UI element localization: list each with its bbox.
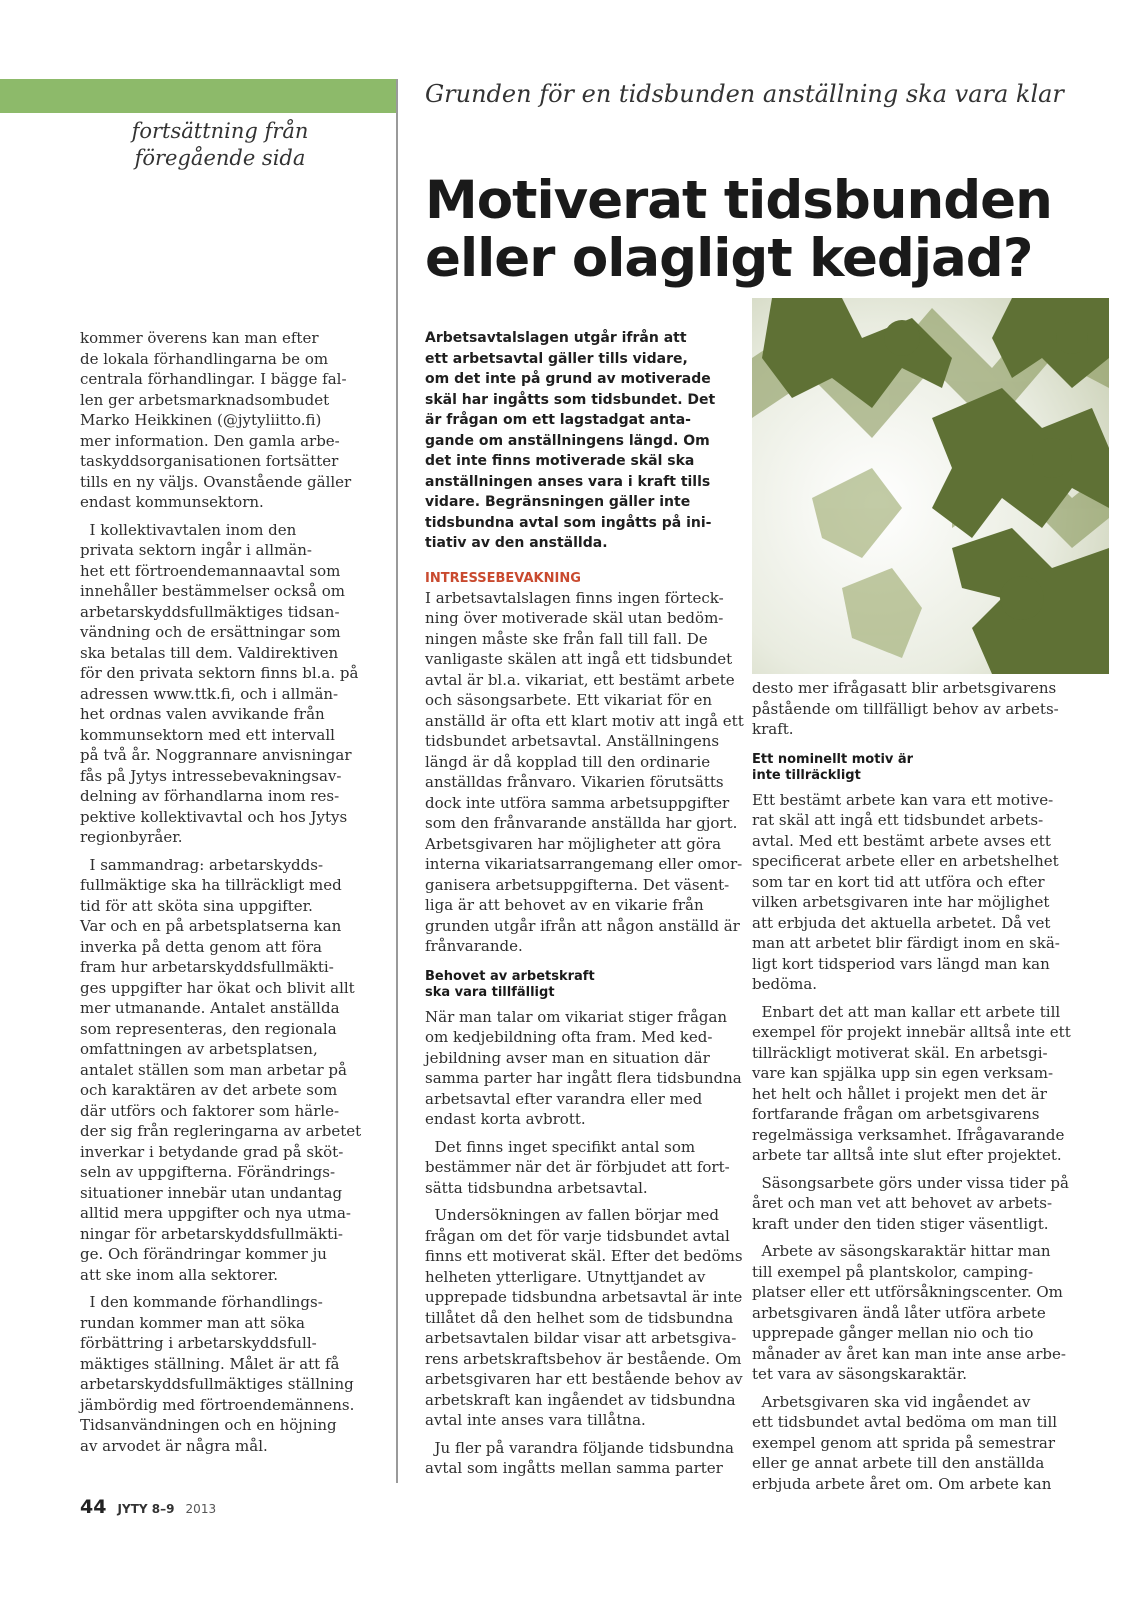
text-line: avtal som ingåtts mellan samma parter: [425, 1459, 723, 1477]
text-line: specificerat arbete eller en arbetshelhet: [752, 852, 1059, 870]
paragraph: [752, 1241, 1066, 1385]
text-line: ning över motiverade skäl utan bedöm-: [425, 609, 724, 627]
paragraph: [752, 1392, 1058, 1495]
paragraph: [752, 678, 1059, 740]
headline-line: Motiverat tidsbunden: [425, 170, 1052, 231]
paragraph: [752, 1173, 1069, 1235]
paper-figures-photo: [752, 298, 1109, 674]
text-line: arbetsgivaren ändå låter utföra arbete: [752, 1303, 1046, 1322]
text-line: situationer innebär utan undantag: [80, 1183, 343, 1202]
text-line: len ger arbetsmarknadsombudet: [80, 390, 330, 409]
text-line: arbetarskyddsfullmäktiges tidsan-: [80, 602, 340, 621]
text-line: fortfarande frågan om arbetsgivarens: [752, 1105, 1040, 1123]
paragraph: [425, 588, 744, 957]
text-line: tills en ny väljs. Ovanstående gäller: [80, 472, 352, 491]
text-line: till exempel på plantskolor, camping-: [752, 1262, 1034, 1281]
paragraph-gap: [752, 995, 1052, 1002]
text-line: upprepade gånger mellan nio och tio: [752, 1324, 1034, 1342]
text-line: antalet ställen som man arbetar på: [80, 1060, 347, 1079]
paragraph: [80, 855, 362, 1286]
text-line: Ett nominellt motiv är: [752, 751, 914, 767]
text-line: delning av förhandlarna inom res-: [80, 787, 340, 805]
text-line: vare kan spjälka upp sin egen verksam-: [752, 1064, 1054, 1082]
text-line: liga är att behovet av en vikarie från: [425, 896, 704, 914]
text-line: som representeras, den regionala: [80, 1019, 337, 1038]
text-line: skäl har ingåtts som tidsbundet. Det: [425, 391, 716, 408]
text-line: avtal är bl.a. vikariat, ett bestämt arbete: [425, 670, 735, 689]
paragraph-gap: [752, 1385, 1052, 1392]
text-line: frånvarande.: [425, 937, 523, 955]
text-line: centrala förhandlingar. I bägge fal-: [80, 370, 347, 388]
text-line: arbete tar alltså inte slut efter projektet.: [752, 1146, 1062, 1164]
text-line: kraft.: [752, 720, 794, 738]
text-line: ska betalas till dem. Valdirektiven: [80, 643, 339, 662]
text-line: fullmäktige ska ha tillräckligt med: [80, 876, 342, 894]
text-line: ligt kort tidsperiod vars längd man kan: [752, 954, 1050, 973]
text-line: Arbetsavtalslagen utgår ifrån att: [425, 330, 687, 346]
text-line: kommer överens kan man efter: [80, 329, 319, 347]
text-line: Ett bestämt arbete kan vara ett motive-: [752, 790, 1054, 809]
text-line: arbetsgivaren har ett bestående behov av: [425, 1370, 743, 1388]
text-line: året och man vet att behovet av arbets-: [752, 1194, 1053, 1212]
text-line: där utförs och faktorer som härle-: [80, 1101, 340, 1120]
text-line: sätta tidsbundna arbetsavtal.: [425, 1178, 648, 1197]
text-line: på två år. Noggrannare anvisningar: [80, 746, 352, 764]
paragraph-group: [425, 1007, 743, 1479]
text-line: När man talar om vikariat stiger frågan: [425, 1007, 728, 1026]
text-line: Arbetsgivaren ska vid ingåendet av: [752, 1392, 1031, 1411]
text-line: om det inte på grund av motiverade: [425, 371, 711, 387]
text-line: omfattningen av arbetsplatsen,: [80, 1040, 318, 1058]
article-headline: [425, 172, 1125, 288]
text-line: bestämmer när det är förbjudet att fort-: [425, 1158, 730, 1176]
text-line: tiativ av den anställda.: [425, 535, 608, 551]
text-line: vanligaste skälen att ingå ett tidsbundet: [425, 650, 733, 668]
text-line: endast korta avbrott.: [425, 1110, 586, 1128]
text-line: samma parter har ingått flera tidsbundna: [425, 1069, 742, 1087]
text-line: inverkar i betydande grad på sköt-: [80, 1142, 344, 1161]
text-line: innehåller bestämmelser också om: [80, 582, 345, 600]
paragraph-gap: [425, 1198, 731, 1205]
text-line: ges uppgifter har ökat och blivit allt: [80, 978, 355, 997]
text-line: för den privata sektorn finns bl.a. på: [80, 664, 359, 682]
continued-line: fortsättning från: [131, 119, 309, 143]
text-line: ge. Och förändringar kommer ju: [80, 1245, 327, 1263]
text-line: bedöma.: [752, 975, 818, 993]
text-line: och karaktären av det arbete som: [80, 1081, 338, 1099]
text-line: seln av uppgifterna. Förändrings-: [80, 1163, 336, 1181]
text-line: vidare. Begränsningen gäller inte: [425, 494, 691, 510]
text-line: fås på Jytys intressebevakningsav-: [80, 766, 342, 785]
text-line: det inte finns motiverade skäl ska: [425, 453, 695, 469]
article-kicker: Grunden för en tidsbunden anställning ska vara klar: [425, 80, 1064, 108]
paper-figures-illustration: [752, 298, 1109, 674]
text-line: längd är då kopplad till den ordinarie: [425, 752, 711, 771]
column-left: [80, 328, 362, 1456]
text-line: gande om anställningens längd. Om: [425, 432, 710, 449]
text-line: att erbjuda det aktuella arbetet. Då vet: [752, 913, 1051, 932]
headline-line: eller olagligt kedjad?: [425, 228, 1033, 289]
text-line: av arvodet är några mål.: [80, 1436, 268, 1455]
text-line: ningar för arbetarskyddsfullmäkti-: [80, 1224, 343, 1243]
paragraph-gap: [80, 848, 348, 855]
text-line: Enbart det att man kallar ett arbete till: [752, 1002, 1061, 1021]
page-number: 44: [80, 1496, 107, 1518]
text-line: regelmässiga verksamhet. Ifrågavarande: [752, 1125, 1065, 1144]
text-line: I sammandrag: arbetarskydds-: [80, 855, 324, 874]
subheading: [425, 969, 731, 1001]
text-line: månader av året kan man inte anse arbe-: [752, 1344, 1066, 1363]
paragraph-gap: [752, 1166, 1052, 1173]
text-line: pektive kollektivavtal och hos Jytys: [80, 807, 348, 826]
text-line: fram hur arbetarskyddsfullmäkti-: [80, 958, 334, 976]
text-line: interna vikariatsarrangemang eller omor-: [425, 855, 743, 873]
text-line: exempel för projekt innebär alltså inte ett: [752, 1023, 1071, 1041]
header-accent-bar: [0, 79, 397, 113]
text-line: grunden utgår ifrån att någon anställd är: [425, 916, 740, 935]
paragraph: [80, 520, 359, 848]
text-line: jebildning avser man en situation där: [425, 1048, 710, 1067]
text-line: Undersökningen av fallen börjar med: [425, 1206, 719, 1224]
text-line: arbetarskyddsfullmäktiges ställning: [80, 1375, 354, 1393]
paragraph-group: [752, 790, 1071, 1495]
text-line: vändning och de ersättningar som: [80, 623, 341, 641]
text-line: kommunsektorn med ett intervall: [80, 725, 335, 744]
text-line: dock inte utföra samma arbetsuppgifter: [425, 793, 730, 812]
text-line: helheten ytterligare. Utnyttjandet av: [425, 1267, 706, 1286]
text-line: het helt och hållet i projekt men det är: [752, 1084, 1047, 1103]
text-line: påstående om tillfälligt behov av arbets-: [752, 699, 1059, 718]
paragraph: [752, 1002, 1071, 1166]
text-line: anställningen anses vara i kraft tills: [425, 473, 711, 490]
text-line: erbjuda arbete året om. Om arbete kan: [752, 1474, 1052, 1493]
paragraph-gap: [752, 1234, 1052, 1241]
paragraph: [425, 1137, 731, 1199]
text-line: I kollektivavtalen inom den: [80, 520, 297, 539]
text-line: är frågan om ett lagstadgat anta-: [425, 412, 691, 428]
text-line: Arbetsgivaren har möjligheter att göra: [425, 834, 722, 853]
paragraph: [425, 1205, 743, 1431]
text-line: förbättring i arbetarskyddsfull-: [80, 1334, 317, 1352]
magazine-issue: JYTY 8–9: [117, 1502, 175, 1516]
paragraph: [425, 1438, 734, 1479]
issue-year: 2013: [185, 1502, 217, 1516]
text-line: att ske inom alla sektorer.: [80, 1265, 278, 1284]
text-line: rundan kommer man att söka: [80, 1313, 305, 1332]
text-line: jämbördig med förtroendemännens.: [80, 1395, 355, 1414]
paragraph: [752, 790, 1060, 995]
text-line: avtal inte anses vara tillåtna.: [425, 1411, 646, 1429]
text-line: frågan om det för varje tidsbundet avtal: [425, 1226, 730, 1245]
text-line: taskyddsorganisationen fortsätter: [80, 452, 339, 470]
text-line: anställdas frånvaro. Vikarien förutsätts: [425, 773, 724, 791]
text-line: ningen måste ske från fall till fall. De: [425, 629, 708, 648]
text-line: Marko Heikkinen (@jytyliitto.fi): [80, 411, 322, 429]
paragraph-gap: [425, 1431, 731, 1438]
column-divider: [396, 79, 398, 1483]
text-line: der sig från regleringarna av arbetet: [80, 1122, 362, 1140]
paragraph: [80, 328, 352, 513]
text-line: Säsongsarbete görs under vissa tider på: [752, 1173, 1069, 1192]
text-line: Var och en på arbetsplatserna kan: [80, 917, 342, 935]
text-line: tid för att sköta sina uppgifter.: [80, 896, 313, 915]
text-line: ska vara tillfälligt: [425, 984, 555, 1000]
text-line: arbetsavtal efter varandra eller med: [425, 1089, 703, 1108]
text-line: tidsbundna avtal som ingåtts på ini-: [425, 514, 712, 531]
text-line: anställd är ofta ett klart motiv att ingå ett: [425, 711, 744, 730]
text-line: om kedjebildning ofta fram. Med ked-: [425, 1028, 713, 1046]
text-line: I den kommande förhandlings-: [80, 1293, 323, 1311]
text-line: vilken arbetsgivaren inte har möjlighet: [752, 893, 1050, 911]
text-line: och säsongsarbete. Ett vikariat för en: [425, 691, 713, 709]
paragraph-gap: [425, 1130, 731, 1137]
text-line: Tidsanvändningen och en höjning: [80, 1416, 337, 1434]
text-line: eller ge annat arbete till den anställda: [752, 1454, 1045, 1472]
lead-paragraph: [425, 328, 731, 554]
text-line: desto mer ifrågasatt blir arbetsgivarens: [752, 679, 1057, 697]
text-line: Arbete av säsongskaraktär hittar man: [752, 1242, 1051, 1260]
text-line: inverka på detta genom att föra: [80, 937, 322, 956]
text-line: exempel genom att sprida på semestrar: [752, 1433, 1055, 1452]
text-line: arbetskraft kan ingåendet av tidsbundna: [425, 1390, 736, 1409]
text-line: Ju fler på varandra följande tidsbundna: [425, 1438, 734, 1457]
text-line: mer information. Den gamla arbe-: [80, 431, 340, 450]
text-line: kraft under den tiden stiger väsentligt.: [752, 1214, 1049, 1233]
subheading: [752, 752, 1052, 784]
text-line: het ordnas valen avvikande från: [80, 705, 325, 723]
text-line: inte tillräckligt: [752, 767, 861, 783]
text-line: ett tidsbundet avtal bedöma om man till: [752, 1413, 1058, 1431]
text-line: arbetsavtalen bildar visar att arbetsgiva-: [425, 1329, 737, 1347]
text-line: tillåtet då den helhet som de tidsbundna: [425, 1308, 734, 1327]
column-middle: [425, 328, 744, 1479]
text-line: I arbetsavtalslagen finns ingen förteck-: [425, 588, 724, 607]
continued-line: föregående sida: [134, 146, 306, 170]
text-line: rens arbetskraftsbehov är bestående. Om: [425, 1349, 742, 1368]
text-line: de lokala förhandlingarna be om: [80, 349, 329, 368]
column-right: [752, 678, 1071, 1494]
text-line: endast kommunsektorn.: [80, 493, 264, 511]
text-line: mäktiges ställning. Målet är att få: [80, 1354, 340, 1373]
text-line: tillräckligt motiverat skäl. En arbetsgi-: [752, 1043, 1048, 1062]
text-line: finns ett motiverat skäl. Efter det bedöms: [425, 1247, 743, 1265]
text-line: ett arbetsavtal gäller tills vidare,: [425, 350, 688, 367]
continued-note: [120, 118, 320, 172]
text-line: tidsbundet arbetsavtal. Anställningens: [425, 732, 720, 750]
text-line: rat skäl att ingå ett tidsbundet arbets-: [752, 811, 1044, 829]
paragraph-gap: [80, 513, 348, 520]
section-label: INTRESSEBEVAKNING: [425, 570, 581, 586]
text-line: adressen www.ttk.fi, och i allmän-: [80, 684, 339, 703]
text-line: platser eller ett utförsåkningscenter. Om: [752, 1283, 1063, 1301]
paragraph: [425, 1007, 742, 1130]
text-line: mer utmanande. Antalet anställda: [80, 999, 340, 1017]
text-line: som tar en kort tid att utföra och efter: [752, 872, 1045, 891]
text-line: Behovet av arbetskraft: [425, 968, 595, 984]
paragraph: [80, 1292, 355, 1456]
text-line: upprepade tidsbundna arbetsavtal är inte: [425, 1288, 743, 1306]
text-line: alltid mera uppgifter och nya utma-: [80, 1204, 352, 1222]
text-line: som den frånvarande anställda har gjort.: [425, 814, 738, 832]
text-line: privata sektorn ingår i allmän-: [80, 541, 312, 559]
text-line: man att arbetet blir färdigt inom en skä-: [752, 934, 1060, 952]
text-line: Det finns inget specifikt antal som: [425, 1137, 696, 1156]
page-footer: [80, 1496, 216, 1518]
text-line: het ett förtroendemannaavtal som: [80, 561, 341, 580]
text-line: avtal. Med ett bestämt arbete avses ett: [752, 831, 1051, 850]
paragraph-gap: [80, 1285, 348, 1292]
text-line: ganisera arbetsuppgifterna. Det väsent-: [425, 875, 730, 894]
text-line: tet vara av säsongskaraktär.: [752, 1365, 968, 1383]
text-line: regionbyråer.: [80, 828, 183, 846]
